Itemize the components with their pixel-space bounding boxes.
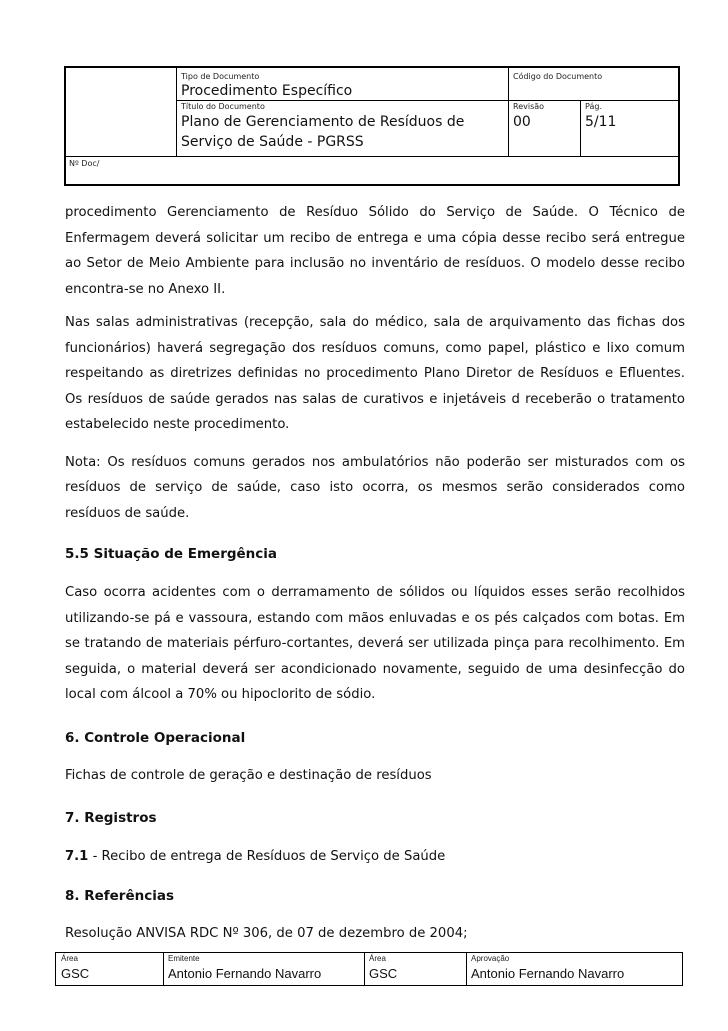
footer-divider bbox=[364, 953, 365, 985]
footer-area-label: Área bbox=[61, 954, 78, 963]
document-footer bbox=[55, 952, 683, 986]
list-item-number: 7.1 bbox=[65, 849, 89, 864]
doc-type: Procedimento Específico bbox=[181, 83, 353, 99]
header-divider bbox=[508, 68, 509, 156]
section-heading-8: 8. Referências bbox=[65, 887, 175, 904]
paragraph: Caso ocorra acidentes com o derramamento de sólidos ou líquidos esses serão recolhidos utilizando-se pá e vassoura, estando com mãos enluvadas e os pés calçados com botas. Em se tratando de materiais pérfuro-cortantes, deverá ser utilizada pinça para recolhimento. Em seguida, o material deverá ser acondicionado novamente, seguido de uma desinfecção do local com álcool a 70% ou hipoclorito de sódio. bbox=[65, 585, 685, 702]
document-body bbox=[65, 200, 685, 946]
doc-type-label: Tipo de Documento bbox=[181, 72, 260, 81]
page-value: 5/11 bbox=[585, 114, 617, 130]
list-item-text: - Recibo de entrega de Resíduos de Serviço de Saúde bbox=[88, 849, 446, 864]
doc-title-line2: Serviço de Saúde - PGRSS bbox=[181, 134, 364, 150]
paragraph: procedimento Gerenciamento de Resíduo Sólido do Serviço de Saúde. O Técnico de Enfermagem deverá solicitar um recibo de entrega e uma cópia desse recibo será entregue ao Setor de Meio Ambiente para inclusão no inventário de resíduos. O modelo desse recibo encontra-se no Anexo II. bbox=[65, 205, 685, 297]
footer-issuer-label: Emitente bbox=[168, 954, 200, 963]
doc-code-label: Código do Documento bbox=[513, 72, 603, 81]
footer-area2-value: GSC bbox=[369, 966, 398, 981]
doc-number-label: Nº Doc/ bbox=[69, 159, 100, 168]
section-heading-5-5: 5.5 Situação de Emergência bbox=[65, 546, 278, 562]
footer-approval-label: Aprovação bbox=[471, 954, 510, 963]
doc-title-line1: Plano de Gerenciamento de Resíduos de bbox=[181, 114, 465, 130]
footer-area2-label: Área bbox=[369, 954, 386, 963]
section-heading-7: 7. Registros bbox=[65, 810, 157, 826]
footer-issuer-value: Antonio Fernando Navarro bbox=[168, 966, 322, 981]
footer-approval-value: Antonio Fernando Navarro bbox=[471, 966, 625, 981]
footer-divider bbox=[466, 953, 467, 985]
document-header bbox=[64, 66, 680, 186]
revision-value: 00 bbox=[513, 114, 531, 130]
doc-title-label: Título do Documento bbox=[181, 102, 265, 111]
header-divider bbox=[66, 156, 678, 157]
header-divider bbox=[580, 100, 581, 156]
list-item-7-1 bbox=[65, 844, 685, 870]
paragraph-note: Nota: Os resíduos comuns gerados nos ambulatórios não poderão ser misturados com os resíduos de serviço de saúde, caso isto ocorra, os mesmos serão considerados como resíduos de saúde. bbox=[65, 454, 685, 521]
section-heading-6: 6. Controle Operacional bbox=[65, 729, 246, 746]
paragraph: Fichas de controle de geração e destinação de resíduos bbox=[65, 767, 432, 783]
footer-area-value: GSC bbox=[61, 966, 90, 981]
revision-label: Revisão bbox=[513, 102, 545, 111]
paragraph: Nas salas administrativas (recepção, sala do médico, sala de arquivamento das fichas dos funcionários) haverá segregação dos resíduos comuns, como papel, plástico e lixo comum respeitando as diretrizes definidas no procedimento Plano Diretor de Resíduos e Efluentes. Os resíduos de saúde gerados nas salas de curativos e injetáveis d receberão o tratamento estabelecido neste procedimento. bbox=[65, 315, 685, 432]
footer-divider bbox=[163, 953, 164, 985]
page-label: Pág. bbox=[585, 102, 602, 111]
header-divider bbox=[176, 68, 177, 156]
paragraph-reference: Resolução ANVISA RDC Nº 306, de 07 de dezembro de 2004; bbox=[65, 925, 468, 941]
